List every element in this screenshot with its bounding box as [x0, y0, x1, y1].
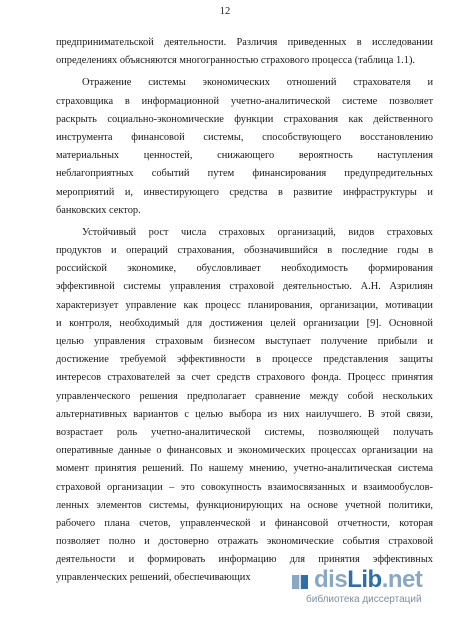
- text-line: мероприятий и, инвестирующего средства в развитие инфраструктуры и: [56, 186, 433, 198]
- text-line: раскрыть социально-экономические функции страхования как действенного: [56, 113, 433, 125]
- text-line: Отражение системы экономических отношений страхователя и: [82, 77, 433, 89]
- text-line: инструмента финансовой системы, способствующего восстановлению: [56, 131, 433, 143]
- text-line: деятельности и формировать информацию для принятия эффективных: [56, 554, 433, 566]
- text-line: интересов страхователей за счет средств страхового фонда. Процесс принятия: [56, 372, 433, 384]
- text-line: рабочего плана счетов, управленческой и финансовой отчетности, которая: [56, 517, 433, 529]
- text-line: управленческого решения предполагает сравнение между собой нескольких: [56, 390, 433, 402]
- text-line: страховщика в информационной учетно-аналитической системе позволяет: [56, 95, 433, 107]
- text-line: неблагоприятных событий путем финансирования предупредительных: [56, 168, 433, 180]
- text-line: определениях объясняются многогранностью страхового процесса (таблица 1.1).: [56, 55, 416, 67]
- text-line: эффективной системы управления страховой деятельностью. А.Н. Азрилиян: [56, 281, 433, 293]
- text-line: характеризует управление как процесс планирования, организации, мотивации: [56, 299, 433, 311]
- text-line: момент принятия решений. По нашему мнению, учетно-аналитическая система: [56, 463, 433, 475]
- text-line: достижение требуемой эффективности в процессе представления защиты: [56, 354, 433, 366]
- text-line: возрастает роль учетно-аналитической системы, позволяющей получать: [56, 426, 433, 438]
- text-line: оперативные данные о финансовых и экономических процессах организации на: [56, 445, 433, 457]
- text-line: Устойчивый рост числа страховых организаций, видов страховых: [82, 226, 433, 238]
- text-line: позволяет полно и достоверно отражать экономические события страховой: [56, 536, 433, 548]
- page-number: 12: [219, 6, 231, 17]
- watermark-tagline: библиотека диссертаций: [306, 594, 422, 605]
- watermark: [286, 564, 436, 612]
- text-line: банковских сектор.: [56, 204, 141, 216]
- text-line: предпринимательской деятельности. Различия приведенных в исследовании: [56, 37, 433, 48]
- text-line: российской экономике, обусловливает необходимость формирования: [56, 263, 433, 275]
- text-line: альтернативных вариантов с целью выбора из них наилучшего. В этой связи,: [56, 408, 433, 420]
- text-line: материальных ценностей, снижающего вероятность наступления: [56, 150, 433, 162]
- text-line: управленческих решений, обеспечивающих: [56, 572, 251, 584]
- text-line: ленных элементов системы, функционирующих на основе учетной политики,: [56, 499, 433, 511]
- text-line: и контроля, необходимый для достижения целей организации [9]. Основной: [56, 317, 433, 329]
- text-line: целью управления страховым бизнесом выступает получение прибыли и: [56, 336, 433, 347]
- watermark-logo: disLib.net: [314, 566, 423, 593]
- body-text: [56, 34, 433, 588]
- text-line: продуктов и операций страхования, обозначившийся в последние годы в: [56, 245, 433, 257]
- book-icon: [290, 572, 310, 592]
- text-line: страховой организации – это совокупность взаимосвязанных и взаимообуслов-: [56, 481, 433, 493]
